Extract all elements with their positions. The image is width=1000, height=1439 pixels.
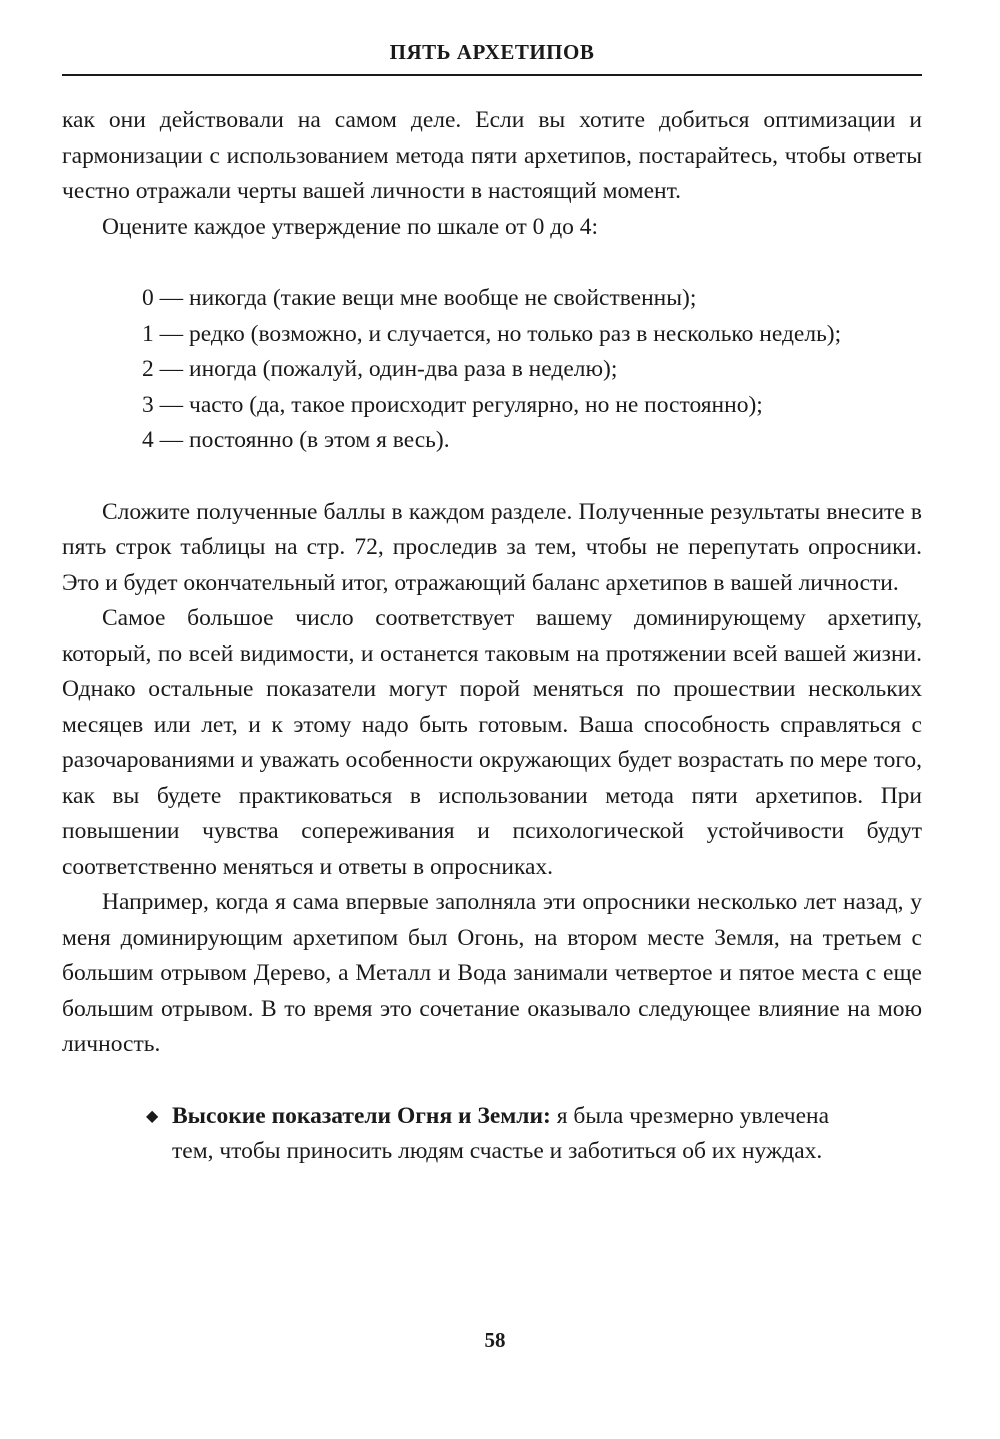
paragraph-dominant-archetype: Самое большое число соответствует вашему доминирующему архетипу, который, по всей видимости, и останется таковым на протяжении всей вашей жизни. Однако остальные показатели могут порой меняться по прошествии нескольких месяцев или лет, и к этому надо быть готовым. Ваша способность справляться с разочарованиями и уважать особенности окружающих будет возрастать по мере того, как вы будете практиковаться в использовании метода пяти архетипов. При повышении чувства сопереживания и психологической устойчивости будут соответственно меняться и ответы в опросниках.: [62, 605, 922, 880]
scale-item-0: 0 — никогда (такие вещи мне вообще не свойственны);: [142, 285, 697, 311]
scale-item-3: 3 — часто (да, такое происходит регулярно, но не постоянно);: [142, 391, 763, 418]
page-number: 58: [484, 1328, 506, 1352]
paragraph-scale-intro: Оцените каждое утверждение по шкале от 0 до 4:: [102, 213, 599, 240]
scale-item-2: 2 — иногда (пожалуй, один-два раза в неделю);: [142, 356, 618, 382]
diamond-bullet-icon: ◆: [146, 1107, 159, 1125]
bullet-item-fire-earth: [146, 1099, 862, 1170]
scale-item-4: 4 — постоянно (в этом я весь).: [142, 427, 450, 453]
paragraph-continuation: как они действовали на самом деле. Если вы хотите добиться оптимизации и гармонизации с использованием метода пяти архетипов, постарайтесь, чтобы ответы честно отражали черты вашей личности в настоящий момент.: [62, 107, 922, 204]
paragraph-example: Например, когда я сама впервые заполняла эти опросники несколько лет назад, у меня доминирующим архетипом был Огонь, на втором месте Земля, на третьем с большим отрывом Дерево, а Металл и Вода занимали четвертое и пятое места с еще большим отрывом. В то время это сочетание оказывало следующее влияние на мою личность.: [62, 889, 922, 1057]
influence-bullet-list: [62, 1099, 862, 1170]
bullet-text: я была чрезмерно увлечена тем, чтобы приносить людям счастье и заботиться об их нуждах.: [172, 1102, 830, 1164]
running-header: ПЯТЬ АРХЕТИПОВ: [389, 40, 595, 64]
rating-scale-list: [62, 281, 842, 459]
header-rule: [62, 74, 922, 76]
paragraph-sum-scores: Сложите полученные баллы в каждом разделе. Полученные результаты внесите в пять строк таблицы на стр. 72, проследив за тем, чтобы не перепутать опросники. Это и будет окончательный итог, отражающий баланс архетипов в вашей личности.: [62, 498, 922, 596]
scale-item-1: 1 — редко (возможно, и случается, но только раз в несколько недель);: [142, 320, 842, 347]
page-body: [62, 103, 922, 1170]
bullet-heading: Высокие показатели Огня и Земли:: [172, 1102, 551, 1129]
